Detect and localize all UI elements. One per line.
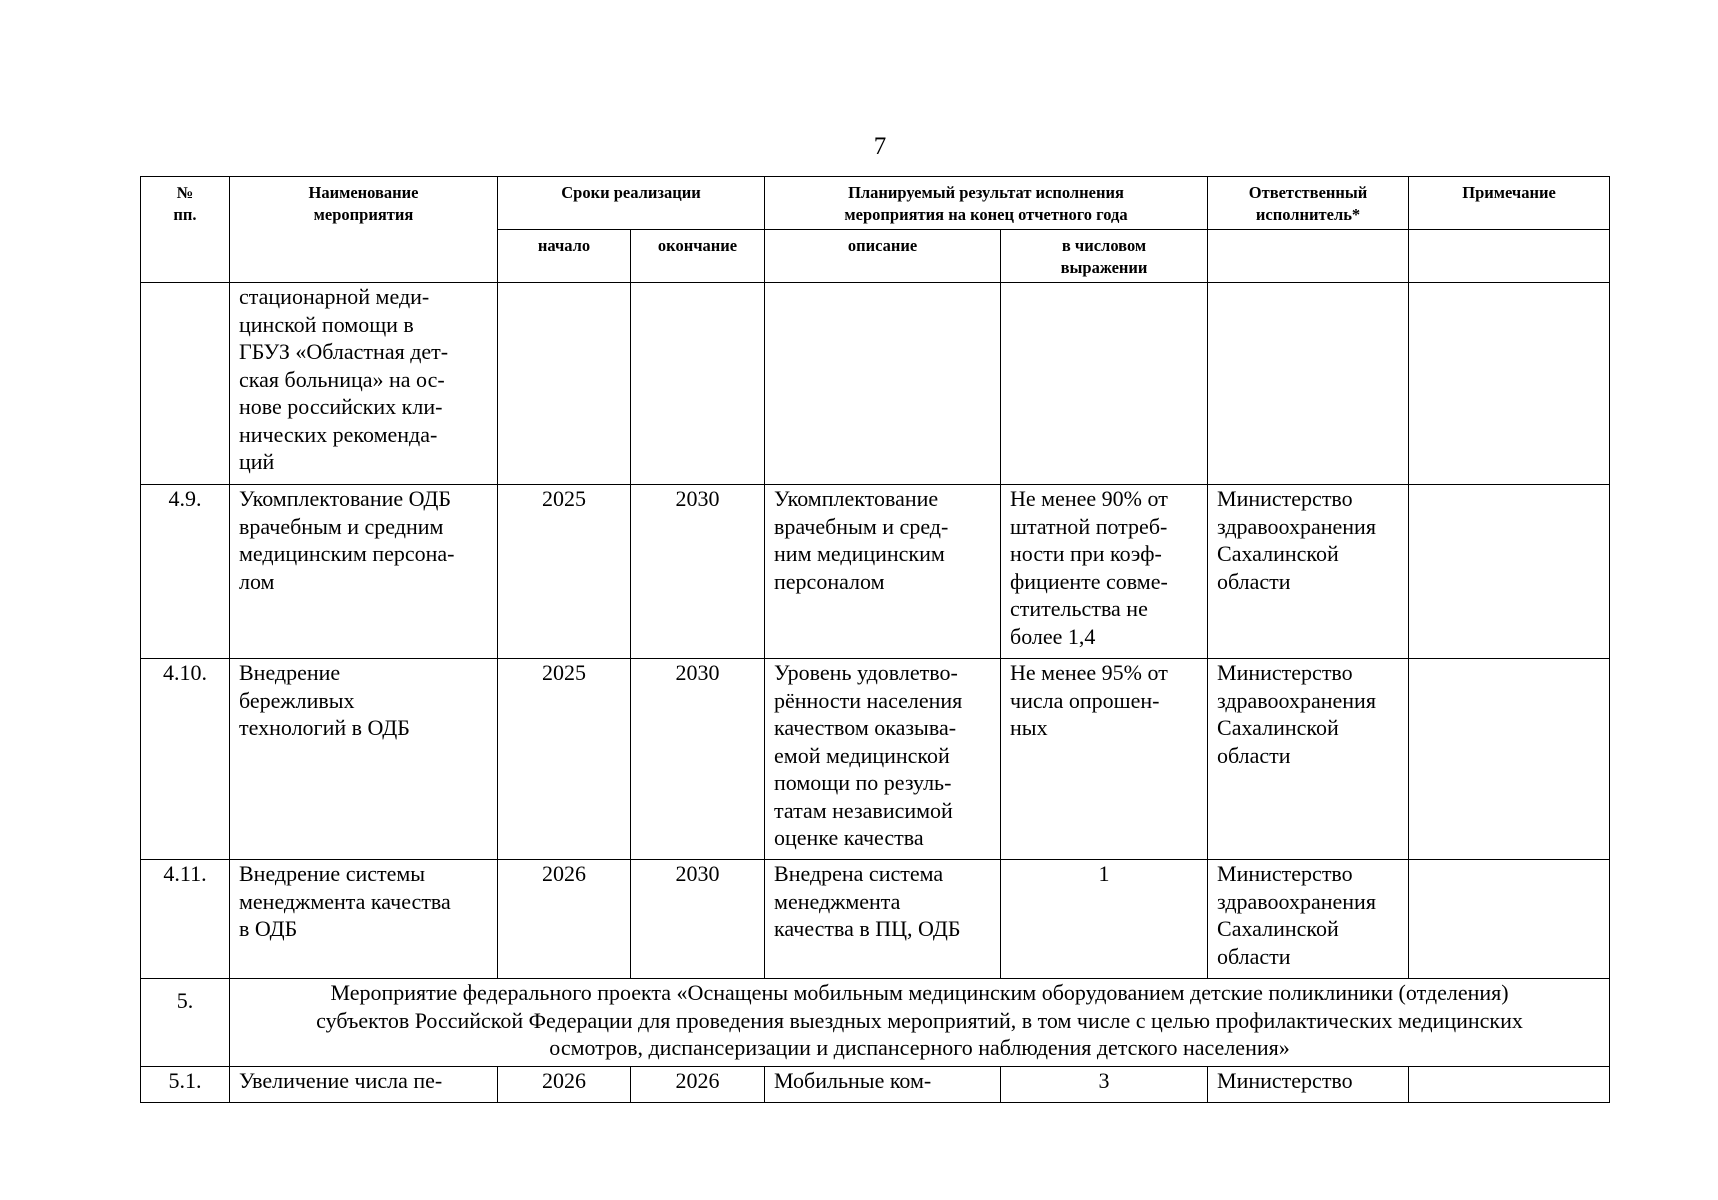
header-num: № пп. <box>141 177 230 283</box>
table-row <box>141 485 1610 659</box>
row-note <box>1409 283 1610 485</box>
row-num: 4.11. <box>141 860 230 979</box>
row-name: стационарной меди- цинской помощи в ГБУЗ «Областная дет- ская больница» на ос- нове российских кли- нических рекоменда- ций <box>230 283 498 485</box>
header-responsible-empty <box>1208 230 1409 283</box>
row-description: Укомплектование врачебным и сред- ним медицинским персоналом <box>765 485 1001 659</box>
header-description: описание <box>765 230 1001 283</box>
header-result: Планируемый результат исполнения мероприятия на конец отчетного года <box>765 177 1208 230</box>
row-start: 2025 <box>498 659 631 860</box>
section-title: Мероприятие федерального проекта «Оснащены мобильным медицинским оборудованием детские поликлиники (отделения) субъектов Российской Федерации для проведения выездных мероприятий, в том числе с целью профилактических медицинских осмотров, диспансеризации и диспансерного наблюдения детского населения» <box>230 979 1610 1067</box>
row-end: 2030 <box>631 860 765 979</box>
row-numeric <box>1001 283 1208 485</box>
row-responsible <box>1208 283 1409 485</box>
row-start: 2026 <box>498 1067 631 1103</box>
row-responsible: Министерство здравоохранения Сахалинской области <box>1208 860 1409 979</box>
page-number: 7 <box>873 133 887 160</box>
row-num <box>141 283 230 485</box>
row-end: 2030 <box>631 485 765 659</box>
row-description: Внедрена система менеджмента качества в ПЦ, ОДБ <box>765 860 1001 979</box>
row-description: Мобильные ком- <box>765 1067 1001 1103</box>
row-name: Внедрение системы менеджмента качества в ОДБ <box>230 860 498 979</box>
table-row <box>141 283 1610 485</box>
row-responsible: Министерство здравоохранения Сахалинской области <box>1208 659 1409 860</box>
row-numeric: Не менее 95% от числа опрошен- ных <box>1001 659 1208 860</box>
row-numeric: Не менее 90% от штатной потреб- ности при коэф- фициенте совме- стительства не более 1,4 <box>1001 485 1208 659</box>
row-start <box>498 283 631 485</box>
row-name: Увеличение числа пе- <box>230 1067 498 1103</box>
section-row <box>141 979 1610 1067</box>
header-numeric: в числовом выражении <box>1001 230 1208 283</box>
row-start: 2025 <box>498 485 631 659</box>
table-row <box>141 659 1610 860</box>
table-row <box>141 1067 1610 1103</box>
row-end <box>631 283 765 485</box>
header-start: начало <box>498 230 631 283</box>
row-end: 2030 <box>631 659 765 860</box>
row-numeric: 1 <box>1001 860 1208 979</box>
row-note <box>1409 659 1610 860</box>
row-note <box>1409 485 1610 659</box>
row-num: 4.9. <box>141 485 230 659</box>
header-terms: Сроки реализации <box>498 177 765 230</box>
measures-table <box>140 176 1610 1103</box>
row-end: 2026 <box>631 1067 765 1103</box>
section-num: 5. <box>141 979 230 1067</box>
header-name: Наименование мероприятия <box>230 177 498 283</box>
row-name: Внедрение бережливых технологий в ОДБ <box>230 659 498 860</box>
row-num: 4.10. <box>141 659 230 860</box>
row-name: Укомплектование ОДБ врачебным и средним медицинским персона- лом <box>230 485 498 659</box>
row-num: 5.1. <box>141 1067 230 1103</box>
header-responsible: Ответственный исполнитель* <box>1208 177 1409 230</box>
row-description: Уровень удовлетво- рённости населения качеством оказыва- емой медицинской помощи по резуль- татам независимой оценке качества <box>765 659 1001 860</box>
row-numeric: 3 <box>1001 1067 1208 1103</box>
header-row-1 <box>141 177 1610 230</box>
header-note: Примечание <box>1409 177 1610 230</box>
row-note <box>1409 1067 1610 1103</box>
row-start: 2026 <box>498 860 631 979</box>
row-responsible: Министерство <box>1208 1067 1409 1103</box>
row-note <box>1409 860 1610 979</box>
header-end: окончание <box>631 230 765 283</box>
row-responsible: Министерство здравоохранения Сахалинской области <box>1208 485 1409 659</box>
header-note-empty <box>1409 230 1610 283</box>
table-row <box>141 860 1610 979</box>
row-description <box>765 283 1001 485</box>
